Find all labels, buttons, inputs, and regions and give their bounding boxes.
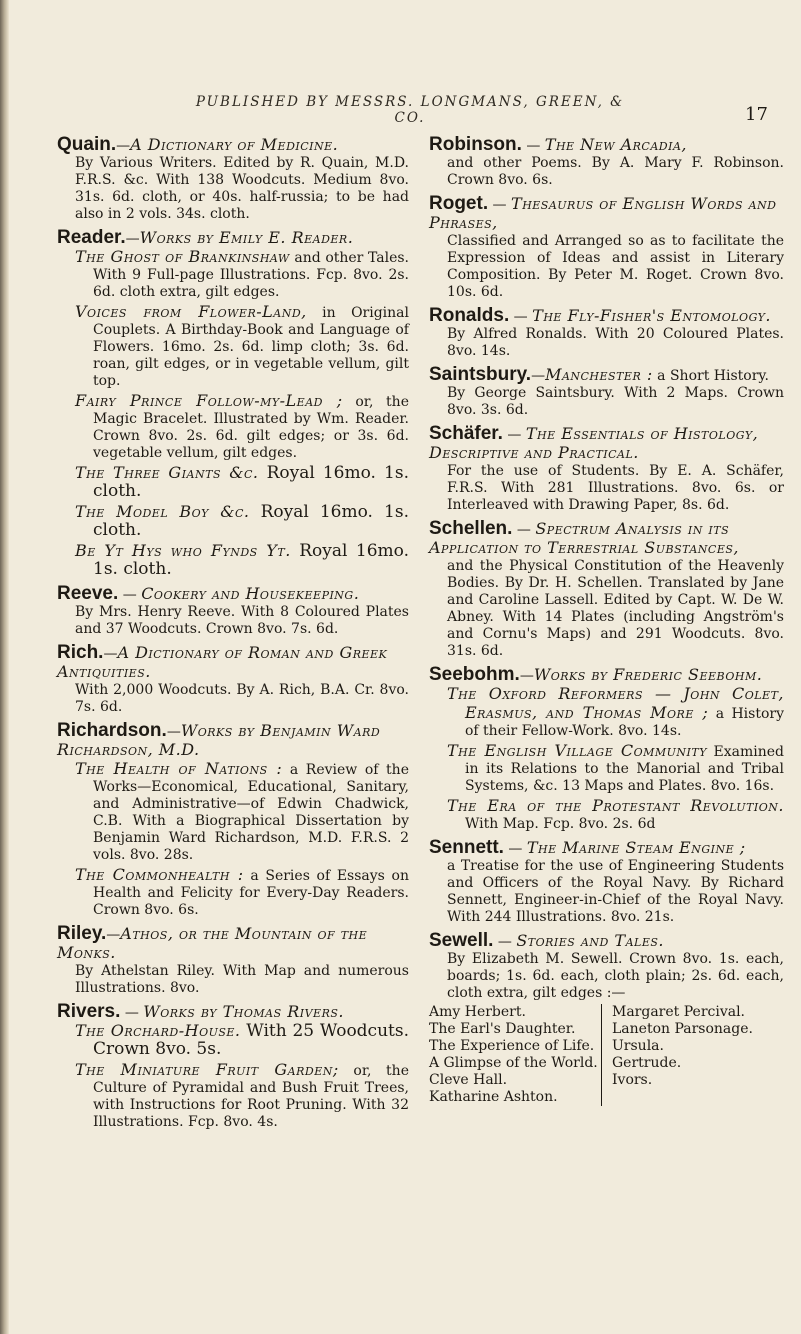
entry-rich: Rich.—A Dictionary of Roman and Greek Antiquities. With 2,000 Woodcuts. By A. Rich, B.A. Cr. 8vo. 7s. 6d. bbox=[57, 642, 409, 715]
author-name: Roget. bbox=[429, 193, 489, 214]
entry-schafer: Schäfer. — The Essentials of Histology, Descriptive and Practical. For the use of Students. By E. A. Schäfer, F.R.S. With 281 Illustrations. 8vo. 6s. or Interleaved with Drawing Paper, 8s. 6d. bbox=[429, 423, 784, 513]
series-title: Works by Thomas Rivers. bbox=[143, 1002, 344, 1021]
entry-reader: Reader.—Works by Emily E. Reader. The Ghost of Brankinshaw and other Tales. With 9 Full-page Illustrations. Fcp. 8vo. 2s. 6d. cloth extra, gilt edges. Voices from Flower-Land, in Original Couplets. A Birthday-Book and Language of Flowers. 16mo. 2s. 6d. limp cloth; 3s. 6d. roan, gilt edges, or in vegetable vellum, gilt top. Fairy Prince Follow-my-Lead ; or, the Magic Bracelet. Illustrated by Wm. Reader. Crown 8vo. 2s. 6d. gilt edges; or 3s. 6d. vegetable vellum, gilt edges. The Three Giants &c. Royal 16mo. 1s. cloth. The Model Boy &c. Royal 16mo. 1s. cloth. Be Yt Hys who Fynds Yt. Royal 16mo. 1s. cloth. bbox=[57, 227, 409, 579]
entry-ronalds: Ronalds. — The Fly-Fisher's Entomology. By Alfred Ronalds. With 20 Coloured Plates. 8vo. 14s. bbox=[429, 305, 784, 359]
novel-column-right bbox=[601, 1004, 784, 1106]
sub-entry: The Commonhealth : a Series of Essays on Health and Felicity for Every-Day Readers. Crown 8vo. 6s. bbox=[75, 865, 409, 918]
list-item: Amy Herbert. bbox=[429, 1004, 526, 1020]
entry-text: Classified and Arranged so as to facilitate the Expression of Ideas and assist in Literary Composition. By Peter M. Roget. Crown 8vo. 10s. 6d. bbox=[447, 233, 784, 300]
author-name: Saintsbury. bbox=[429, 364, 532, 385]
list-item: The Earl's Daughter. bbox=[429, 1021, 576, 1037]
list-item: Margaret Percival. bbox=[612, 1004, 746, 1020]
novel-list bbox=[429, 1004, 784, 1106]
author-name: Quain. bbox=[57, 134, 117, 155]
entry-seebohm: Seebohm.—Works by Frederic Seebohm. The Oxford Reformers — John Colet, Erasmus, and Thomas More ; a History of their Fellow-Work. 8vo. 14s. The English Village Community Examined in its Relations to the Manorial and Tribal Systems, &c. 13 Maps and Plates. 8vo. 16s. The Era of the Protestant Revolution. With Map. Fcp. 8vo. 2s. 6d bbox=[429, 664, 784, 832]
entry-saintsbury: Saintsbury.—Manchester : a Short History. By George Saintsbury. With 2 Maps. Crown 8vo. 3s. 6d. bbox=[429, 364, 784, 418]
author-name: Rivers. bbox=[57, 1001, 121, 1022]
list-item: Cleve Hall. bbox=[429, 1072, 508, 1088]
author-name: Sewell. bbox=[429, 930, 494, 951]
running-head: PUBLISHED BY MESSRS. LONGMANS, GREEN, & CO. bbox=[195, 94, 625, 126]
list-item: A Glimpse of the World. bbox=[429, 1055, 598, 1071]
book-title: Manchester : bbox=[545, 365, 653, 384]
entry-richardson: Richardson.—Works by Benjamin Ward Richardson, M.D. The Health of Nations : a Review of the Works—Economical, Educational, Sanitary, and Administrative—of Edwin Chadwick, C.B. With a Biographical Dissertation by Benjamin Ward Richardson, M.D. F.R.S. 2 vols. 8vo. 28s. The Commonhealth : a Series of Essays on Health and Felicity for Every-Day Readers. Crown 8vo. 6s. bbox=[57, 720, 409, 918]
entry-text: and other Poems. By A. Mary F. Robinson. Crown 8vo. 6s. bbox=[447, 155, 784, 188]
author-name: Reader. bbox=[57, 227, 126, 248]
book-title: Athos, or the Mountain of the Monks. bbox=[57, 924, 368, 962]
entry-text: By George Saintsbury. With 2 Maps. Crown 8vo. 3s. 6d. bbox=[447, 385, 784, 418]
author-name: Robinson. bbox=[429, 134, 522, 155]
sub-entry: Voices from Flower-Land, in Original Couplets. A Birthday-Book and Language of Flowers. 16mo. 2s. 6d. limp cloth; 3s. 6d. roan, gilt edges, or in vegetable vellum, gilt top. bbox=[75, 302, 409, 389]
book-title: The Essentials of Histology, Descriptive and Practical. bbox=[429, 424, 759, 462]
entry-text: With 2,000 Woodcuts. By A. Rich, B.A. Cr. 8vo. 7s. 6d. bbox=[75, 682, 409, 715]
entry-text: and the Physical Constitution of the Heavenly Bodies. By Dr. H. Schellen. Translated by Jane and Caroline Lassell. Edited by Capt. W. De W. Abney. With 14 Plates (including Angström's and Cornu's Maps) and 291 Woodcuts. 8vo. 31s. 6d. bbox=[447, 558, 784, 659]
entry-text: By Mrs. Henry Reeve. With 8 Coloured Plates and 37 Woodcuts. Crown 8vo. 7s. 6d. bbox=[75, 604, 409, 637]
right-column bbox=[429, 136, 784, 1112]
list-item: Katharine Ashton. bbox=[429, 1089, 558, 1105]
sub-entry: Fairy Prince Follow-my-Lead ; or, the Magic Bracelet. Illustrated by Wm. Reader. Crown 8vo. 2s. 6d. gilt edges; or 3s. 6d. vegetable vellum, gilt edges. bbox=[75, 391, 409, 461]
author-name: Ronalds. bbox=[429, 305, 510, 326]
entry-reeve: Reeve. — Cookery and Housekeeping. By Mrs. Henry Reeve. With 8 Coloured Plates and 37 Woodcuts. Crown 8vo. 7s. 6d. bbox=[57, 583, 409, 637]
sub-entry: The Orchard-House. With 25 Woodcuts. Crown 8vo. 5s. bbox=[75, 1021, 409, 1059]
book-title: Stories and Tales. bbox=[516, 931, 664, 950]
author-name: Reeve. bbox=[57, 583, 119, 604]
entry-roget: Roget. — Thesaurus of English Words and Phrases, Classified and Arranged so as to facilitate the Expression of Ideas and assist in Literary Composition. By Peter M. Roget. Crown 8vo. 10s. 6d. bbox=[429, 193, 784, 300]
sub-entry: Be Yt Hys who Fynds Yt. Royal 16mo. 1s. cloth. bbox=[75, 541, 409, 579]
sub-entry: The Three Giants &c. Royal 16mo. 1s. cloth. bbox=[75, 463, 409, 501]
series-title: Works by Frederic Seebohm. bbox=[533, 665, 763, 684]
series-title: Works by Benjamin Ward Richardson, M.D. bbox=[57, 721, 381, 759]
entry-sewell: Sewell. — Stories and Tales. By Elizabeth M. Sewell. Crown 8vo. 1s. each, boards; 1s. 6d. each, cloth plain; 2s. 6d. each, cloth extra, gilt edges :— Amy Herbert. The Earl's Daughter. The Experience of Life. A Glimpse of the World. Cleve Hall. Katharine Ashton. Margaret Percival. Laneton Parsonage. Ursula. Gertrude. Ivors. bbox=[429, 930, 784, 1105]
sub-entry: The Oxford Reformers — John Colet, Erasmus, and Thomas More ; a History of their Fellow-Work. 8vo. 14s. bbox=[447, 684, 784, 739]
entry-rivers: Rivers. — Works by Thomas Rivers. The Orchard-House. With 25 Woodcuts. Crown 8vo. 5s. The Miniature Fruit Garden; or, the Culture of Pyramidal and Bush Fruit Trees, with Instructions for Root Pruning. With 32 Illustrations. Fcp. 8vo. 4s. bbox=[57, 1001, 409, 1130]
scan-edge bbox=[0, 0, 9, 1334]
list-item: Ursula. bbox=[612, 1038, 664, 1054]
sub-entry: The Ghost of Brankinshaw and other Tales. With 9 Full-page Illustrations. Fcp. 8vo. 2s. 6d. cloth extra, gilt edges. bbox=[75, 247, 409, 300]
entry-quain: Quain.—A Dictionary of Medicine. By Various Writers. Edited by R. Quain, M.D. F.R.S. &c. With 138 Woodcuts. Medium 8vo. 31s. 6d. cloth, or 40s. half-russia; to be had also in 2 vols. 34s. cloth. bbox=[57, 134, 409, 222]
author-name: Riley. bbox=[57, 923, 107, 944]
book-title: Spectrum Analysis in its Application to Terrestrial Substances, bbox=[429, 519, 739, 557]
novel-column-left bbox=[429, 1004, 601, 1106]
book-title: Thesaurus of English Words and Phrases, bbox=[429, 194, 777, 232]
sub-entry: The Miniature Fruit Garden; or, the Culture of Pyramidal and Bush Fruit Trees, with Instructions for Root Pruning. With 32 Illustrations. Fcp. 8vo. 4s. bbox=[75, 1060, 409, 1130]
author-name: Schellen. bbox=[429, 518, 513, 539]
entry-text: By Various Writers. Edited by R. Quain, M.D. F.R.S. &c. With 138 Woodcuts. Medium 8vo. 31s. 6d. cloth, or 40s. half-russia; to be had also in 2 vols. 34s. cloth. bbox=[75, 155, 409, 222]
entry-text: By Elizabeth M. Sewell. Crown 8vo. 1s. each, boards; 1s. 6d. each, cloth plain; 2s. 6d. each, cloth extra, gilt edges :— bbox=[447, 951, 784, 1001]
list-item: Gertrude. bbox=[612, 1055, 682, 1071]
entry-text: By Alfred Ronalds. With 20 Coloured Plates. 8vo. 14s. bbox=[447, 326, 784, 359]
list-item: Laneton Parsonage. bbox=[612, 1021, 753, 1037]
list-item: Ivors. bbox=[612, 1072, 653, 1088]
entry-riley: Riley.—Athos, or the Mountain of the Monks. By Athelstan Riley. With Map and numerous Illustrations. 8vo. bbox=[57, 923, 409, 996]
author-name: Sennett. bbox=[429, 837, 504, 858]
entry-sennett: Sennett. — The Marine Steam Engine ; a Treatise for the use of Engineering Students and Officers of the Royal Navy. By Richard Sennett, Engineer-in-Chief of the Royal Navy. With 244 Illustrations. 8vo. 21s. bbox=[429, 837, 784, 925]
author-name: Richardson. bbox=[57, 720, 167, 741]
book-title: A Dictionary of Medicine. bbox=[130, 135, 339, 154]
entry-text: By Athelstan Riley. With Map and numerous Illustrations. 8vo. bbox=[75, 963, 409, 996]
entry-robinson: Robinson. — The New Arcadia, and other Poems. By A. Mary F. Robinson. Crown 8vo. 6s. bbox=[429, 134, 784, 188]
book-title: The New Arcadia, bbox=[544, 135, 687, 154]
left-column bbox=[57, 136, 409, 1137]
sub-entry: The Era of the Protestant Revolution. With Map. Fcp. 8vo. 2s. 6d bbox=[447, 796, 784, 832]
book-title: The Fly-Fisher's Entomology. bbox=[532, 306, 772, 325]
author-name: Rich. bbox=[57, 642, 104, 663]
author-name: Seebohm. bbox=[429, 664, 520, 685]
series-title: Works by Emily E. Reader. bbox=[139, 228, 354, 247]
book-title: A Dictionary of Roman and Greek Antiquities. bbox=[57, 643, 388, 681]
sub-entry: The Health of Nations : a Review of the Works—Economical, Educational, Sanitary, and Administrative—of Edwin Chadwick, C.B. With a Biographical Dissertation by Benjamin Ward Richardson, M.D. F.R.S. 2 vols. 8vo. 28s. bbox=[75, 759, 409, 863]
entry-text: For the use of Students. By E. A. Schäfer, F.R.S. With 281 Illustrations. 8vo. 6s. or Interleaved with Drawing Paper, 8s. 6d. bbox=[447, 463, 784, 513]
sub-entry: The English Village Community Examined in its Relations to the Manorial and Tribal Systems, &c. 13 Maps and Plates. 8vo. 16s. bbox=[447, 741, 784, 794]
page-number: 17 bbox=[745, 104, 768, 125]
book-title: The Marine Steam Engine ; bbox=[526, 838, 746, 857]
entry-text: a Treatise for the use of Engineering Students and Officers of the Royal Navy. By Richard Sennett, Engineer-in-Chief of the Royal Navy. With 244 Illustrations. 8vo. 21s. bbox=[447, 858, 784, 925]
entry-schellen: Schellen. — Spectrum Analysis in its Application to Terrestrial Substances, and the Physical Constitution of the Heavenly Bodies. By Dr. H. Schellen. Translated by Jane and Caroline Lassell. Edited by Capt. W. De W. Abney. With 14 Plates (including Angström's and Cornu's Maps) and 291 Woodcuts. 8vo. 31s. 6d. bbox=[429, 518, 784, 659]
sub-entry: The Model Boy &c. Royal 16mo. 1s. cloth. bbox=[75, 502, 409, 540]
author-name: Schäfer. bbox=[429, 423, 503, 444]
book-title: Cookery and Housekeeping. bbox=[141, 584, 360, 603]
list-item: The Experience of Life. bbox=[429, 1038, 595, 1054]
